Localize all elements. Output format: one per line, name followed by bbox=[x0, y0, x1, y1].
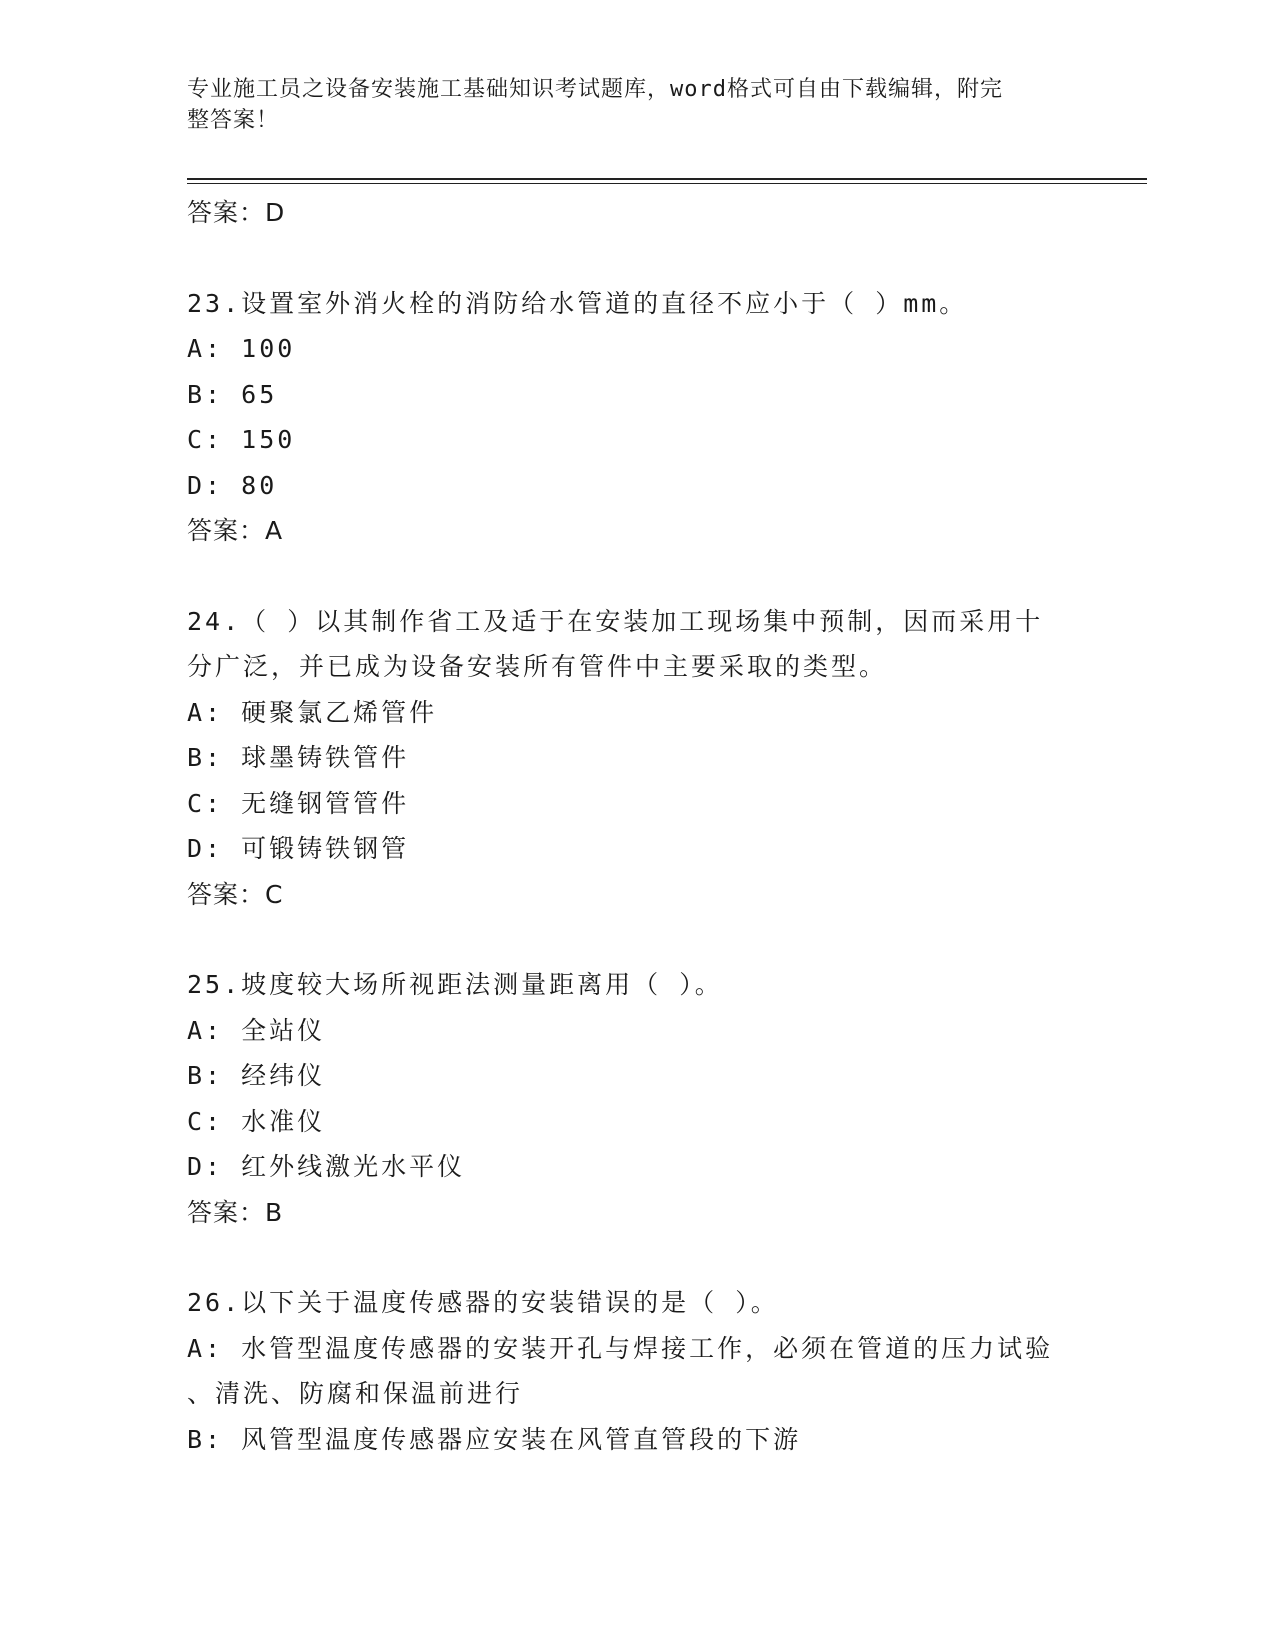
previous-answer: 答案：D bbox=[187, 198, 286, 227]
spacer bbox=[187, 917, 1067, 962]
option-a: A: 硬聚氯乙烯管件 bbox=[187, 697, 438, 727]
question-stem-continued: 分广泛，并已成为设备安装所有管件中主要采取的类型。 bbox=[187, 652, 888, 681]
option-a: A: 全站仪 bbox=[187, 1015, 326, 1045]
option-d: D: 80 bbox=[187, 470, 278, 500]
option-b: B: 风管型温度传感器应安装在风管直管段的下游 bbox=[187, 1424, 802, 1454]
option-b: B: 65 bbox=[187, 379, 278, 409]
page-header bbox=[187, 74, 1067, 136]
question-stem: 25.坡度较大场所视距法测量距离用（ ）。 bbox=[187, 970, 723, 999]
header-rule-thick bbox=[187, 178, 1147, 180]
option-d: D: 可锻铸铁钢管 bbox=[187, 834, 410, 863]
header-line-1: 专业施工员之设备安装施工基础知识考试题库，word格式可自由下载编辑，附完 bbox=[187, 77, 1003, 102]
spacer bbox=[187, 236, 1067, 281]
question-content bbox=[187, 190, 1067, 1462]
option-a-continued: 、清洗、防腐和保温前进行 bbox=[187, 1379, 524, 1408]
option-b: B: 球墨铸铁管件 bbox=[187, 743, 410, 772]
option-d: D: 红外线激光水平仪 bbox=[187, 1152, 466, 1181]
option-b: B: 经纬仪 bbox=[187, 1061, 326, 1090]
spacer bbox=[187, 554, 1067, 599]
question-25 bbox=[187, 962, 1067, 1235]
answer-line: 答案：A bbox=[187, 516, 284, 545]
question-23 bbox=[187, 281, 1067, 554]
option-c: C: 无缝钢管管件 bbox=[187, 788, 410, 818]
question-26 bbox=[187, 1280, 1067, 1462]
option-c: C: 水准仪 bbox=[187, 1106, 326, 1136]
question-stem: 24.（ ）以其制作省工及适于在安装加工现场集中预制，因而采用十 bbox=[187, 606, 1044, 636]
option-a: A: 100 bbox=[187, 334, 296, 363]
option-c: C: 150 bbox=[187, 425, 296, 454]
option-a: A: 水管型温度传感器的安装开孔与焊接工作，必须在管道的压力试验 bbox=[187, 1333, 1054, 1363]
document-page bbox=[187, 0, 1147, 1650]
header-rule-thin bbox=[187, 183, 1147, 184]
question-stem: 23.设置室外消火栓的消防给水管道的直径不应小于（ ）mm。 bbox=[187, 288, 968, 318]
header-line-2: 整答案！ bbox=[187, 108, 280, 133]
question-stem: 26.以下关于温度传感器的安装错误的是（ ）。 bbox=[187, 1288, 779, 1317]
answer-line: 答案：B bbox=[187, 1197, 284, 1227]
spacer bbox=[187, 1235, 1067, 1280]
answer-line: 答案：C bbox=[187, 879, 284, 909]
question-24 bbox=[187, 599, 1067, 918]
